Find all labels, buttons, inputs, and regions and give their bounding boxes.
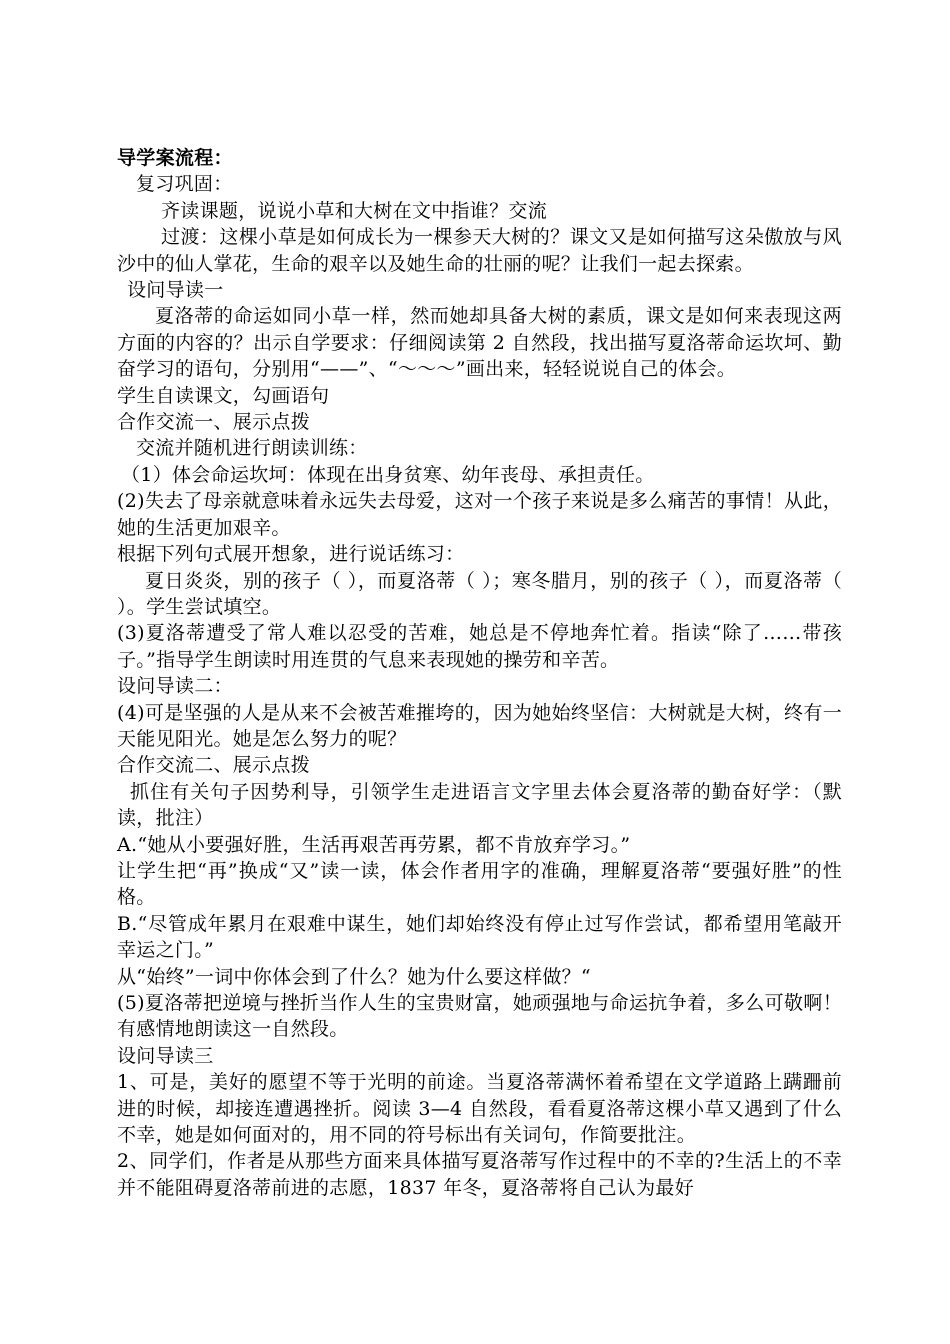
section-guide-two: 设问导读二： — [117, 675, 233, 698]
paragraph-read-title: 齐读课题，说说小草和大树在文中指谁？交流 — [161, 199, 548, 222]
paragraph-point-3: (3)夏洛蒂遭受了常人难以忍受的苦难，她总是不停地奔忙着。指读“除了……带孩子。”指导学生朗读时用连贯的气息来表现她的操劳和辛苦。 — [117, 622, 842, 671]
paragraph-self-study-requirement: 夏洛蒂的命运如同小草一样，然而她却具备大树的素质，课文是如何来表现这两方面的内容的？出示自学要求：仔细阅读第 2 自然段，找出描写夏洛蒂命运坎坷、勤奋学习的语句，分别用“——”、“～～～”画出来，轻轻说说自己的体会。 — [117, 305, 842, 381]
paragraph-quote-b: B.“尽管成年累月在艰难中谋生，她们却始终没有停止过写作尝试，都希望用笔敲开幸运之门。” — [117, 912, 842, 962]
section-cooperation-one: 合作交流一、展示点拨 — [117, 411, 311, 434]
paragraph-quote-a: A.“她从小要强好胜，生活再艰苦再劳累，都不肯放弃学习。” — [117, 833, 631, 856]
paragraph-item-2: 2、同学们，作者是从那些方面来具体描写夏洛蒂写作过程中的不幸的?生活上的不幸并不能阻碍夏洛蒂前进的志愿，1837 年冬，夏洛蒂将自己认为最好 — [117, 1150, 842, 1199]
paragraph-reading-training: 交流并随机进行朗读训练： — [136, 437, 368, 460]
paragraph-fill-blanks: 夏日炎炎，别的孩子（ ），而夏洛蒂（ ）；寒冬腊月，别的孩子（ ），而夏洛蒂（ ）。学生尝试填空。 — [117, 569, 842, 618]
paragraph-item-1: 1、可是，美好的愿望不等于光明的前途。当夏洛蒂满怀着希望在文学道路上蹒跚前进的时候，却接连遭遇挫折。阅读 3—4 自然段，看看夏洛蒂这棵小草又遇到了什么不幸，她是如何面对的，用不同的符号标出有关词句，作简要批注。 — [117, 1071, 842, 1147]
paragraph-point-1: （1）体会命运坎坷：体现在出身贫寒、幼年丧母、承担责任。 — [121, 463, 655, 486]
section-review: 复习巩固： — [136, 173, 233, 196]
paragraph-transition: 过渡：这棵小草是如何成长为一棵参天大树的？课文又是如何描写这朵傲放与风沙中的仙人掌花，生命的艰辛以及她生命的壮丽的呢？让我们一起去探索。 — [117, 226, 842, 275]
paragraph-always-question: 从“始终”一词中你体会到了什么？她为什么要这样做？“ — [117, 965, 591, 988]
paragraph-student-reading: 学生自读课文，勾画语句 — [117, 384, 330, 407]
paragraph-point-2: (2)失去了母亲就意味着永远失去母爱，这对一个孩子来说是多么痛苦的事情！从此，她的生活更加艰辛。 — [117, 490, 842, 539]
paragraph-imagination-exercise: 根据下列句式展开想象，进行说话练习： — [117, 543, 465, 566]
paragraph-point-4: (4)可是坚强的人是从来不会被苦难摧垮的，因为她始终坚信：大树就是大树，终有一天能见阳光。她是怎么努力的呢？ — [117, 701, 842, 750]
document-title: 导学案流程： — [117, 147, 233, 169]
paragraph-guidance: 抓住有关句子因势利导，引领学生走进语言文字里去体会夏洛蒂的勤奋好学：（默读，批注） — [117, 780, 842, 830]
section-guide-one: 设问导读一 — [127, 279, 224, 302]
paragraph-word-replacement: 让学生把“再”换成“又”读一读，体会作者用字的准确，理解夏洛蒂“要强好胜”的性格。 — [117, 859, 842, 909]
section-cooperation-two: 合作交流二、展示点拨 — [117, 754, 311, 777]
paragraph-point-5: (5)夏洛蒂把逆境与挫折当作人生的宝贵财富，她顽强地与命运抗争着，多么可敬啊！有感情地朗读这一自然段。 — [117, 992, 842, 1041]
document-body — [117, 145, 842, 1201]
section-guide-three: 设问导读三 — [117, 1044, 214, 1067]
